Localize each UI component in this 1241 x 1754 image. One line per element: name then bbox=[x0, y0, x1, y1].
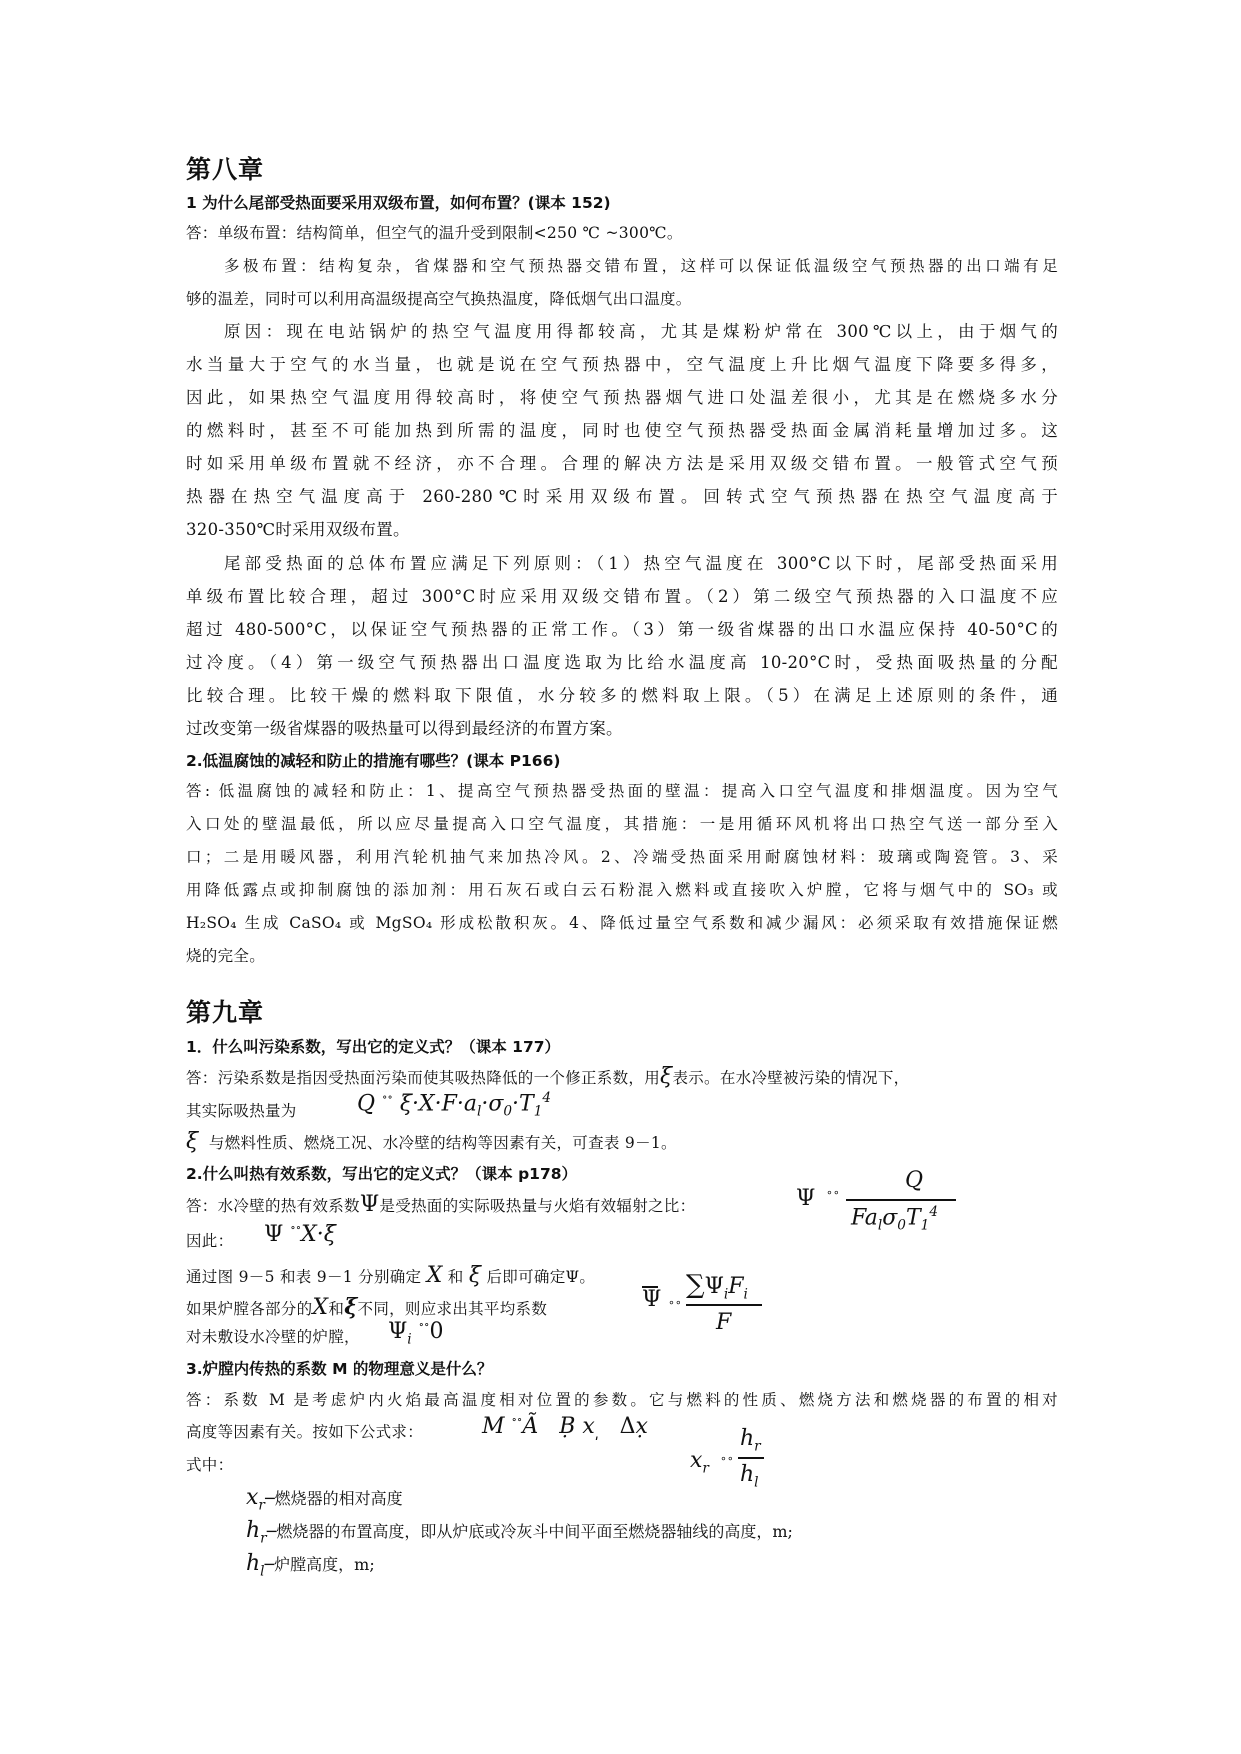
ch9-question-3: 3.炉膛内传热的系数 M 的物理意义是什么？ bbox=[186, 1360, 493, 1378]
ch9-answer-1-line1 bbox=[186, 1064, 1058, 1089]
ch8-answer-2-line: 答: 低温腐蚀的减轻和防止：1、提高空气预热器受热面的壁温：提高入口空气温度和排烟温度。因为空气 bbox=[186, 782, 1058, 800]
ch9-answer-1-line2: 其实际吸热量为 bbox=[186, 1102, 297, 1120]
ch9-answer-3-line3: 式中： bbox=[186, 1456, 234, 1474]
equals-mark: ∘∘ bbox=[720, 1452, 734, 1465]
chapter-9-title: 第九章 bbox=[186, 998, 265, 1027]
ch9-a2-text: 后即可确定Ψ。 bbox=[486, 1268, 596, 1286]
fraction-line bbox=[738, 1457, 764, 1459]
psi-symbol: Ψ bbox=[796, 1186, 816, 1211]
ch8-answer-1-line: 的燃料时，甚至不可能加热到所需的温度，同时也使空气预热器受热面金属消耗量增加过多。这 bbox=[186, 421, 1058, 440]
x-symbol: X bbox=[426, 1263, 443, 1288]
ch8-answer-1-line: 够的温差，同时可以利用高温级提高空气换热温度，降低烟气出口温度。 bbox=[186, 290, 692, 308]
ch8-answer-1-line: 答：单级布置：结构简单，但空气的温升受到限制<250 ℃ ~300℃。 bbox=[186, 224, 683, 242]
equals-mark: ∘∘ bbox=[668, 1296, 682, 1309]
ch8-answer-1-line: 尾部受热面的总体布置应满足下列原则：（1）热空气温度在 300°C以下时，尾部受热面采用 bbox=[224, 554, 1058, 573]
xi-symbol: ξ bbox=[186, 1129, 199, 1154]
ch9-answer-2-line4 bbox=[186, 1294, 1058, 1320]
ch8-answer-2-line: 烧的完全。 bbox=[186, 947, 266, 965]
ch8-answer-1-line: 时如采用单级布置就不经济，亦不合理。合理的解决方法是采用双级交错布置。一般管式空气预 bbox=[186, 454, 1058, 473]
ch9-a2-text: 是受热面的实际吸热量与火焰有效辐射之比： bbox=[379, 1197, 696, 1215]
ch9-a2-text: 和 bbox=[447, 1268, 464, 1286]
ch9-question-1: 1．什么叫污染系数，写出它的定义式？（课本 177） bbox=[186, 1038, 561, 1056]
xi-symbol: ξ bbox=[344, 1294, 358, 1320]
ch9-a2-text: 通过图 9－5 和表 9－1 分别确定 bbox=[186, 1268, 422, 1286]
m-formula: M ∘∘Ã Ḅ $x_ˌ$ Δx̣ bbox=[482, 1413, 648, 1443]
fraction-denominator: F bbox=[716, 1310, 732, 1335]
xi-symbol: ξ bbox=[468, 1263, 482, 1288]
ch8-question-1: 1 为什么尾部受热面要采用双级布置，如何布置？(课本 152) bbox=[186, 194, 611, 212]
ch8-answer-1-line: 超过 480-500°C，以保证空气预热器的正常工作。（3）第一级省煤器的出口水温应保持 40-50°C的 bbox=[186, 620, 1058, 639]
def-text: ─燃烧器的布置高度，即从炉底或冷灰斗中间平面至燃烧器轴线的高度，m; bbox=[266, 1522, 793, 1541]
ch8-answer-2-line: 用降低露点或抑制腐蚀的添加剂：用石灰石或白云石粉混入燃料或直接吹入炉膛，它将与烟气中的 SO₃ 或 bbox=[186, 881, 1058, 899]
ch8-answer-1-line: 比较合理。比较干燥的燃料取下限值，水分较多的燃料取上限。（5）在满足上述原则的条件，通 bbox=[186, 686, 1058, 705]
chapter-8-title: 第八章 bbox=[186, 155, 265, 184]
ch8-answer-1-line: 原因：现在电站锅炉的热空气温度用得都较高，尤其是煤粉炉常在 300℃以上，由于烟气的 bbox=[224, 322, 1058, 341]
fraction-line bbox=[686, 1304, 762, 1306]
ch8-answer-1-line: 过冷度。（4）第一级空气预热器出口温度选取为比给水温度高 10-20°C时，受热面吸热量的分配 bbox=[186, 653, 1058, 672]
ch9-answer-2-line3 bbox=[186, 1263, 1058, 1288]
ch8-answer-1-line: 单级布置比较合理，超过 300°C时应采用双级交错布置。（2）第二级空气预热器的入口温度不应 bbox=[186, 587, 1058, 606]
fraction-line bbox=[846, 1199, 956, 1201]
def-symbol: $h_l$ bbox=[246, 1551, 265, 1580]
ch9-a2-text: 不同，则应求出其平均系数 bbox=[357, 1300, 548, 1318]
definition-hr bbox=[246, 1518, 793, 1546]
ch8-answer-2-line: 口；二是用暖风器，利用汽轮机抽气来加热冷风。2、冷端受热面采用耐腐蚀材料：玻璃或陶瓷管。3、采 bbox=[186, 848, 1058, 866]
fraction-numerator: $h_r$ bbox=[740, 1426, 761, 1455]
psi-symbol: Ψ bbox=[359, 1192, 380, 1217]
ch9-answer-2-line2: 因此： bbox=[186, 1232, 234, 1250]
ch9-a2-text: 如果炉膛各部分的 bbox=[186, 1300, 313, 1318]
x-symbol: X bbox=[312, 1295, 329, 1320]
ch8-answer-2-line: H₂SO₄ 生成 CaSO₄ 或 MgSO₄ 形成松散积灰。4、降低过量空气系数和减少漏风：必须采取有效措施保证燃 bbox=[186, 914, 1058, 932]
ch8-answer-1-line: 过改变第一级省煤器的吸热量可以得到最经济的布置方案。 bbox=[186, 719, 623, 738]
def-text: ─炉膛高度，m; bbox=[264, 1555, 375, 1574]
xi-symbol: ξ bbox=[660, 1064, 673, 1089]
def-text: ─燃烧器的相对高度 bbox=[264, 1489, 403, 1508]
heat-absorption-formula: Q ∘∘ $\xi\cdot X\cdot F\cdot a_l\cdot\sigma_0\cdot T_1^4$ bbox=[357, 1090, 552, 1120]
def-symbol: $h_r$ bbox=[246, 1518, 267, 1547]
ch9-answer-1-line3 bbox=[186, 1129, 1058, 1154]
ch8-answer-1-line: 热器在热空气温度高于 260-280℃时采用双级布置。回转式空气预热器在热空气温度高于 bbox=[186, 487, 1058, 506]
overbar bbox=[642, 1286, 658, 1288]
psi-mean-symbol: Ψ bbox=[642, 1287, 662, 1312]
ch9-question-2: 2.什么叫热有效系数，写出它的定义式？（课本 p178） bbox=[186, 1165, 578, 1183]
fraction-denominator: $Fa_l\sigma_0T_1^4$ bbox=[851, 1204, 938, 1234]
definition-hl bbox=[246, 1551, 375, 1579]
ch9-answer-2-line5: 对未敷设水冷壁的炉膛， bbox=[186, 1328, 360, 1346]
fraction-numerator: $\sum\Psi_iF_i$ bbox=[686, 1270, 748, 1303]
psi-i-formula: $\Psi_i$ ∘∘0 bbox=[388, 1318, 444, 1348]
ch8-answer-1-line: 因此，如果热空气温度用得较高时，将使空气预热器烟气进口处温差很小，尤其是在燃烧多水分 bbox=[186, 388, 1058, 407]
ch9-answer-3-line2: 高度等因素有关。按如下公式求： bbox=[186, 1423, 424, 1441]
ch8-answer-2-line: 入口处的壁温最低，所以应尽量提高入口空气温度，其措施：一是用循环风机将出口热空气送一部分至入 bbox=[186, 815, 1058, 833]
equals-mark: ∘∘ bbox=[826, 1186, 840, 1199]
ch9-a1-text: 与燃料性质、燃烧工况、水冷壁的结构等因素有关，可查表 9－1。 bbox=[208, 1134, 677, 1152]
def-symbol: $x_r$ bbox=[246, 1485, 265, 1514]
fraction-numerator: Q bbox=[905, 1168, 924, 1193]
ch8-answer-1-line: 320-350℃时采用双级布置。 bbox=[186, 520, 410, 539]
ch8-answer-1-line: 多极布置：结构复杂，省煤器和空气预热器交错布置，这样可以保证低温级空气预热器的出口端有足 bbox=[224, 257, 1058, 275]
ch8-answer-1-line: 水当量大于空气的水当量，也就是说在空气预热器中，空气温度上升比烟气温度下降要多得多， bbox=[186, 355, 1058, 374]
ch9-a1-text: 表示。在水冷壁被污染的情况下， bbox=[672, 1069, 910, 1087]
ch9-a2-text: 答：水冷壁的热有效系数 bbox=[186, 1197, 360, 1215]
ch9-a1-text: 答：污染系数是指因受热面污染而使其吸热降低的一个修正系数，用 bbox=[186, 1069, 661, 1087]
ch9-answer-3-line1: 答：系数 M 是考虑炉内火焰最高温度相对位置的参数。它与燃料的性质、燃烧方法和燃烧器的布置的相对 bbox=[186, 1391, 1058, 1409]
xr-symbol: $x_r$ bbox=[690, 1448, 709, 1477]
definition-xr bbox=[246, 1485, 403, 1513]
psi-formula: Ψ ∘∘X·ξ bbox=[264, 1221, 336, 1247]
ch8-question-2: 2.低温腐蚀的减轻和防止的措施有哪些？(课本 P166) bbox=[186, 752, 561, 770]
ch9-a2-text: 和 bbox=[328, 1300, 345, 1318]
fraction-denominator: $h_l$ bbox=[740, 1462, 759, 1491]
